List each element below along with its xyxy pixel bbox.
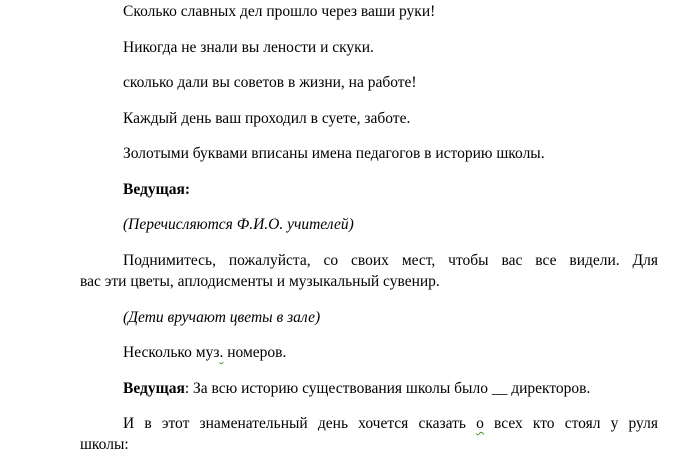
poem-line: сколько дали вы советов в жизни, на работе! <box>123 74 417 91</box>
stage-direction: (Дети вручают цветы в зале) <box>123 309 321 326</box>
stage-direction: (Перечисляются Ф.И.О. учителей) <box>123 216 354 233</box>
paragraph-line: Поднимитесь, пожалуйста, со своих мест, чтобы вас все видели. Для <box>123 252 658 269</box>
host-label: Ведущая <box>123 380 185 397</box>
poem-line: Золотыми буквами вписаны имена педагогов в историю школы. <box>123 145 545 162</box>
paragraph-text-end: всех кто стоял у руля <box>483 415 658 432</box>
spellcheck-mark: . <box>219 344 224 361</box>
poem-line: Каждый день ваш проходил в суете, заботе. <box>123 110 411 127</box>
music-note-text-end: номеров. <box>223 344 287 361</box>
paragraph-line: вас эти цветы, аплодисменты и музыкальный сувенир. <box>80 273 440 290</box>
paragraph-text: И в этот знаменательный день хочется сказать <box>123 415 477 432</box>
poem-line: Сколько славных дел прошло через ваши руки! <box>123 3 436 20</box>
paragraph-line: школы: <box>80 436 129 453</box>
poem-line: Никогда не знали вы лености и скуки. <box>123 39 374 56</box>
spellcheck-mark: о <box>476 415 484 432</box>
host-label: Ведущая: <box>123 181 190 198</box>
host-speech <box>123 380 590 398</box>
music-note-text: Несколько муз <box>123 344 220 361</box>
paragraph-line <box>80 415 658 433</box>
host-speech-text: : За всю историю существования школы было __ директоров. <box>184 380 591 397</box>
music-note <box>123 344 286 362</box>
